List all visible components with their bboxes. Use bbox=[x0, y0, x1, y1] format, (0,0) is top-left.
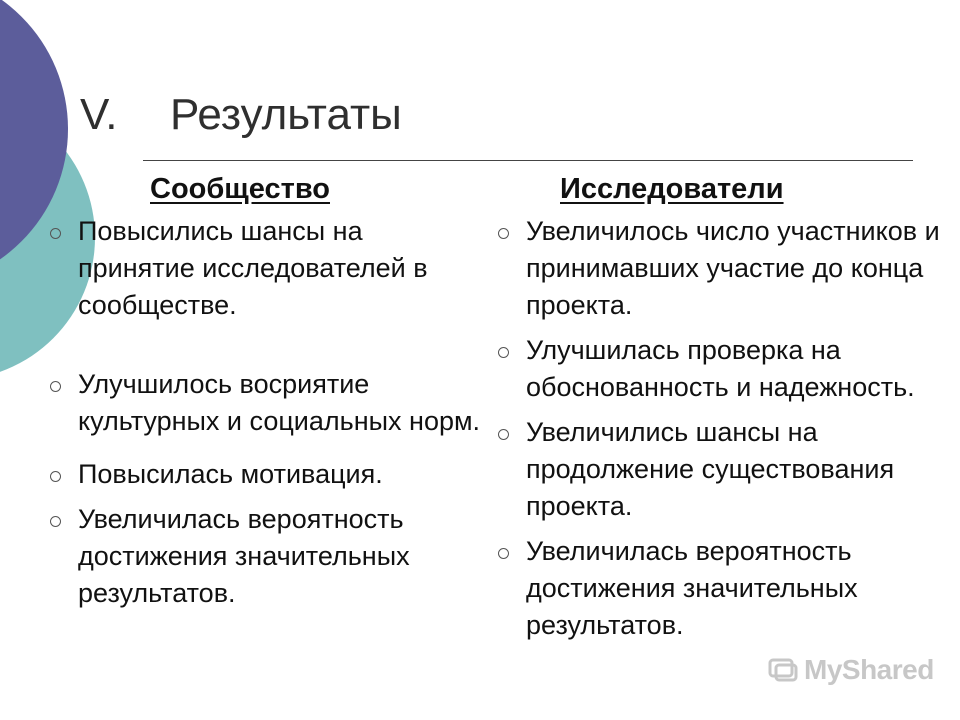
list-item bbox=[490, 414, 940, 525]
list-item-text: Увеличилось число участников и принимавших участие до конца проекта. bbox=[526, 216, 940, 320]
column-heading-community: Сообщество bbox=[150, 173, 330, 205]
circle-bullet-icon bbox=[50, 228, 61, 239]
circle-bullet-icon bbox=[50, 381, 61, 392]
myshared-logo-icon bbox=[768, 656, 798, 684]
circle-bullet-icon bbox=[498, 429, 509, 440]
watermark bbox=[768, 654, 934, 686]
slide-title bbox=[80, 90, 402, 140]
list-item-text: Повысилась мотивация. bbox=[78, 459, 383, 489]
circle-bullet-icon bbox=[50, 471, 61, 482]
list-item bbox=[490, 533, 940, 644]
list-item bbox=[42, 213, 482, 324]
list-item bbox=[42, 366, 482, 440]
list-item bbox=[42, 456, 482, 493]
community-results-list bbox=[42, 213, 482, 612]
title-divider bbox=[143, 160, 913, 161]
column-heading-researchers: Исследователи bbox=[560, 173, 784, 205]
list-item bbox=[490, 332, 940, 406]
list-item-text: Улучшилась проверка на обоснованность и надежность. bbox=[526, 335, 915, 402]
slide-title-text: Результаты bbox=[170, 90, 402, 139]
list-item-text: Повысились шансы на принятие исследователей в сообществе. bbox=[78, 216, 428, 320]
list-item-text: Увеличилась вероятность достижения значительных результатов. bbox=[526, 536, 858, 640]
circle-bullet-icon bbox=[498, 347, 509, 358]
list-item bbox=[490, 213, 940, 324]
slide-title-number: V. bbox=[80, 90, 118, 139]
circle-bullet-icon bbox=[498, 548, 509, 559]
circle-bullet-icon bbox=[50, 516, 61, 527]
list-item-text: Увеличились шансы на продолжение существования проекта. bbox=[526, 417, 895, 521]
list-item bbox=[42, 501, 482, 612]
researchers-results-list bbox=[490, 213, 940, 644]
list-item-text: Увеличилась вероятность достижения значительных результатов. bbox=[78, 504, 410, 608]
watermark-text: MyShared bbox=[804, 654, 934, 685]
circle-bullet-icon bbox=[498, 228, 509, 239]
list-item-text: Улучшилось восриятие культурных и социальных норм. bbox=[78, 369, 481, 436]
